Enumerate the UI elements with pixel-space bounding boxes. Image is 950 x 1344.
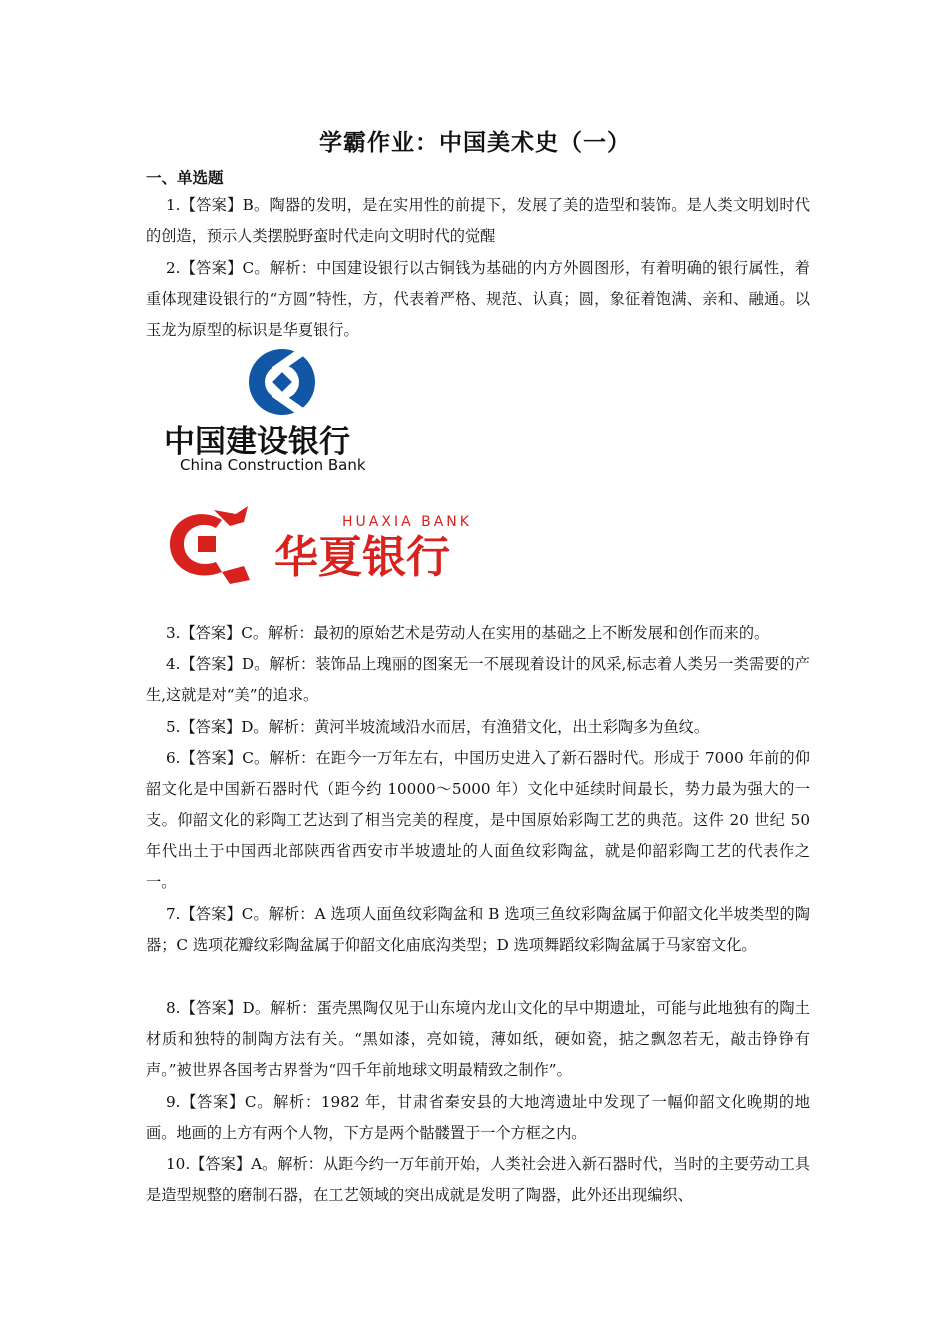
answer-item-4: 4.【答案】D。解析：装饰品上瑰丽的图案无一不展现着设计的风采,标志着人类另一类需要的产生,这就是对“美”的追求。 <box>146 655 810 704</box>
huaxia-dragon-icon <box>170 506 250 584</box>
answer-item-1: 1.【答案】B。陶器的发明，是在实用性的前提下，发展了美的造型和装饰。是人类文明划时代的创造，预示人类摆脱野蛮时代走向文明时代的觉醒 <box>146 196 810 245</box>
section-heading: 一、单选题 <box>146 169 224 187</box>
huaxia-name-en: HUAXIA BANK <box>342 514 472 530</box>
ccb-name-en: China Construction Bank <box>180 456 366 474</box>
huaxia-name-cn: 华夏银行 <box>274 532 450 583</box>
answer-item-3: 3.【答案】C。解析：最初的原始艺术是劳动人在实用的基础之上不断发展和创作而来的。 <box>166 624 770 642</box>
ccb-logo <box>164 344 404 474</box>
answer-item-7: 7.【答案】C。解析：A 选项人面鱼纹彩陶盆和 B 选项三鱼纹彩陶盆属于仰韶文化半坡类型的陶器；C 选项花瓣纹彩陶盆属于仰韶文化庙底沟类型；D 选项舞蹈纹彩陶盆属于马家窑文化。 <box>146 905 810 954</box>
huaxia-logo <box>164 502 514 588</box>
page-title: 学霸作业：中国美术史（一） <box>319 130 631 156</box>
answer-item-9: 9.【答案】C。解析：1982 年，甘肃省秦安县的大地湾遗址中发现了一幅仰韶文化晚期的地画。地画的上方有两个人物，下方是两个骷髅置于一个方框之内。 <box>146 1093 810 1142</box>
answer-item-10: 10.【答案】A。解析：从距今约一万年前开始，人类社会进入新石器时代，当时的主要劳动工具是造型规整的磨制石器，在工艺领域的突出成就是发明了陶器，此外还出现编织、 <box>146 1155 810 1204</box>
answer-item-6: 6.【答案】C。解析：在距今一万年左右，中国历史进入了新石器时代。形成于 7000 年前的仰韶文化是中国新石器时代（距今约 10000～5000 年）文化中延续时间最长，势力最为强大的一支。仰韶文化的彩陶工艺达到了相当完美的程度，是中国原始彩陶工艺的典范。这件 20 世纪 50 年代出土于中国西北部陕西省西安市半坡遗址的人面鱼纹彩陶盆，就是仰韶彩陶工艺的代表作之一。 <box>146 749 810 891</box>
answer-item-5: 5.【答案】D。解析：黄河半坡流域沿水而居，有渔猎文化，出土彩陶多为鱼纹。 <box>166 718 710 736</box>
ccb-name-cn: 中国建设银行 <box>164 424 350 460</box>
answer-item-2: 2.【答案】C。解析：中国建设银行以古铜钱为基础的内方外圆图形，有着明确的银行属性，着重体现建设银行的“方圆”特性，方，代表着严格、规范、认真；圆，象征着饱满、亲和、融通。以玉龙为原型的标识是华夏银行。 <box>146 259 810 339</box>
ccb-emblem-icon <box>249 344 315 419</box>
answer-item-8: 8.【答案】D。解析：蛋壳黑陶仅见于山东境内龙山文化的早中期遗址，可能与此地独有的陶土材质和独特的制陶方法有关。“黑如漆，亮如镜，薄如纸，硬如瓷，掂之飘忽若无，敲击铮铮有声。”被世界各国考古界誉为“四千年前地球文明最精致之制作”。 <box>146 999 810 1079</box>
